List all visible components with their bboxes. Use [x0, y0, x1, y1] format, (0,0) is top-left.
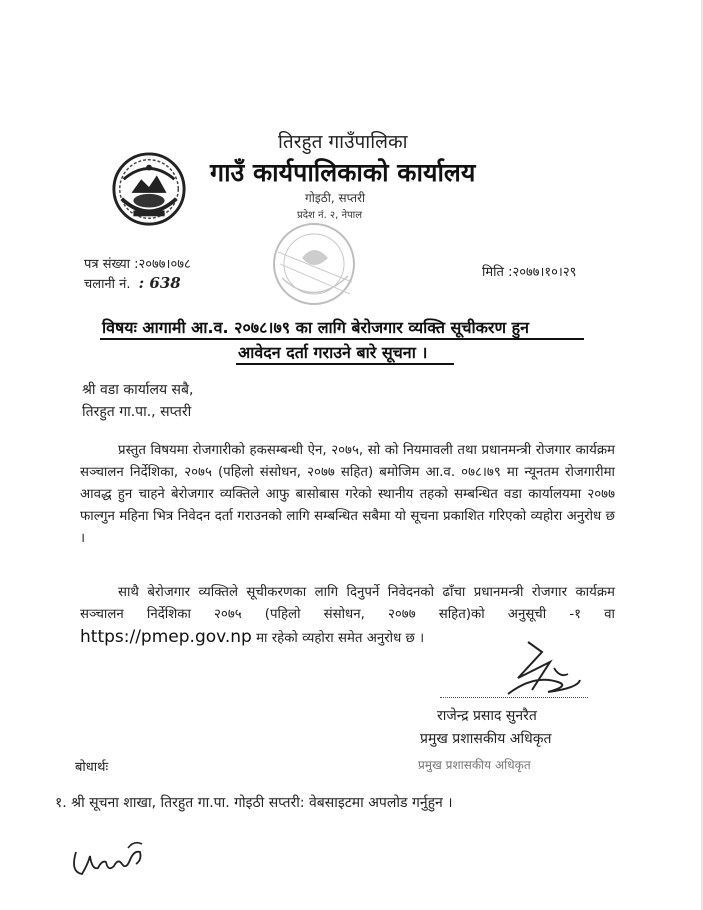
dispatch-number: [84, 274, 181, 292]
recipient-line-1: श्री वडा कार्यालय सबै,: [82, 382, 194, 398]
signatory-title: प्रमुख प्रशासकीय अधिकृत: [420, 731, 552, 747]
recipient-line-2: तिरहुत गा.पा., सप्तरी: [82, 404, 192, 420]
date-value: :२०७७।१०।२९: [508, 265, 577, 280]
paragraph-2-text: साथै बेरोजगार व्यक्तिले सूचीकरणका लागि दिनुपर्ने निवेदनको ढाँचा प्रधानमन्त्री रोजगार कार्यक्रम सञ्चालन निर्देशिका २०७५ (पहिलो संसोधन, २०७७ सहित)को अनुसूची -१ वा: [80, 585, 615, 622]
date-label: मिति: [482, 265, 504, 280]
handwritten-initials: [68, 838, 148, 882]
date: [482, 262, 576, 280]
subject-underline-2: [236, 363, 454, 365]
cc-label: बोधार्थः: [75, 760, 109, 775]
dispatch-number-label: चलानी नं.: [84, 277, 131, 292]
office-province: प्रदेश नं. २, नेपाल: [297, 210, 363, 221]
signatory-stamp: प्रमुख प्रशासकीय अधिकृत: [418, 758, 531, 772]
dispatch-number-value: : 638: [138, 274, 181, 292]
municipality-name: तिरहुत गाउँपालिका: [278, 131, 408, 153]
pmep-url-link[interactable]: https://pmep.gov.np: [80, 627, 252, 647]
subject-line-1: विषयः आगामी आ.व. २०७८।७९ का लागि बेरोजगार व्यक्ति सूचीकरण हुन: [102, 318, 529, 337]
letter-number-value: :२०७७।०७८: [134, 257, 191, 272]
nepal-emblem-icon: [110, 150, 188, 228]
letter-number: [84, 254, 191, 272]
handwritten-signature: [488, 638, 584, 698]
office-seal-icon: [252, 218, 372, 314]
paragraph-2-ending: मा रहेको व्यहोरा समेत अनुरोध छ ।: [256, 631, 425, 646]
subject-underline-1: [100, 338, 584, 340]
cc-item-1: १. श्री सूचना शाखा, तिरहुत गा.पा. गोइठी सप्तरी: वेबसाइटमा अपलोड गर्नुहुन ।: [55, 795, 453, 811]
body-paragraph-1: [80, 440, 615, 550]
subject-line-2: आवेदन दर्ता गराउने बारे सूचना ।: [238, 343, 428, 362]
letter-number-label: पत्र संख्या: [84, 257, 130, 272]
office-location: गोइठी, सप्तरी: [305, 191, 366, 205]
signatory-name: राजेन्द्र प्रसाद सुनरैत: [437, 708, 537, 724]
signature-line: [440, 697, 588, 698]
body-paragraph-1-text: प्रस्तुत विषयमा रोजगारीको हकसम्बन्धी ऐन, २०७५, सो को नियमावली तथा प्रधानमन्त्री रोजगार कार्यक्रम सञ्चालन निर्देशिका, २०७५ (पहिलो संसोधन, २०७७ सहित) बमोजिम आ.व. ०७८।७९ मा न्यूनतम रोजगारीमा आवद्ध हुन चाहने बेरोजगार व्यक्तिले आफु बासोबास गरेको स्थानीय तहको सम्बन्धित वडा कार्यालयमा २०७७ फाल्गुन महिना भित्र निवेदन दर्ता गराउनको लागि सम्बन्धित सबैमा यो सूचना प्रकाशित गरिएको व्यहोरा अनुरोध छ ।: [80, 443, 615, 546]
office-title: गाउँ कार्यपालिकाको कार्यालय: [210, 158, 476, 187]
